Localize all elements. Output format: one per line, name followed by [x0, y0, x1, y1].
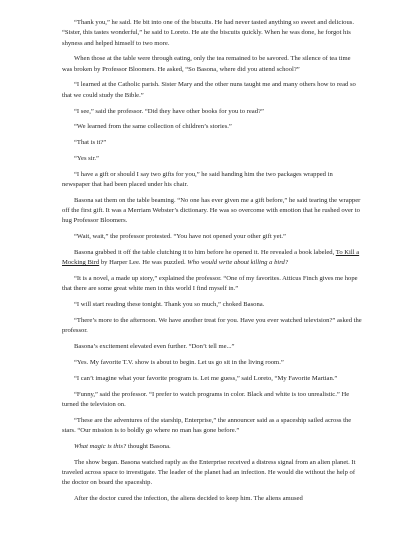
paragraph-text: thought Basona.	[126, 442, 171, 450]
paragraph	[62, 442, 362, 452]
paragraph: “That is it?”	[74, 139, 107, 147]
paragraph-text: Basona grabbed it off the table clutching it to him before he opened it. He revealed a book labeled,	[74, 249, 336, 257]
paragraph: “I will start reading these tonight. Thank you so much,” choked Basona.	[74, 301, 265, 309]
paragraph: When those at the table were through eating, only the tea remained to be savored. The silence of tea time was broken by Professor Bloomers. He asked, “So Basona, where did you attend school?”	[62, 55, 351, 73]
paragraph: “It is a novel, a made up story,” explained the professor. “One of my favorites. Atticus Finch gives me hope that there are some great white men in this world I find myself in.”	[62, 275, 358, 293]
paragraph: Basona sat them on the table beaming. “No one has ever given me a gift before,” he said tearing the wrapper off the first gift. It was a Merriam Webster’s dictionary. He was so overcome with emotion that he rushed over to hug Professor Bloomers.	[62, 196, 361, 225]
paragraph: “I can’t imagine what your favorite program is. Let me guess,” said Loreto, “My Favorite Martian.”	[74, 374, 338, 382]
paragraph: “I have a gift or should I say two gifts for you,” he said handing him the two packages wrapped in newspaper that had been placed under his chair.	[62, 170, 333, 189]
paragraph: “Funny,” said the professor. “I prefer to watch programs in color. Black and white is too unrealistic.” He turned the television on.	[62, 390, 350, 408]
paragraph: “We learned from the same collection of children’s stories.”	[74, 123, 232, 131]
paragraph-text: by Harper Lee. He was puzzled.	[99, 259, 188, 267]
book-title: To Kill a Mocking Bird	[62, 249, 360, 267]
paragraph: “There’s more to the afternoon. We have another treat for you. Have you ever watched television?” asked the professor.	[62, 317, 362, 335]
paragraph: “Yes. My favorite T.V. show is about to begin. Let us go sit in the living room.”	[74, 358, 284, 366]
paragraph: After the doctor cured the infection, the aliens decided to keep him. The aliens amused	[74, 494, 303, 502]
paragraph: The show began. Basona watched raptly as the Enterprise received a distress signal from an alien planet. It traveled across space to investigate. The leader of the planet had an infection. He would die without the help of the doctor on board the spaceship.	[62, 458, 356, 487]
paragraph: Basona’s excitement elevated even further. “Don’t tell me...”	[74, 343, 235, 351]
paragraph: “These are the adventures of the starship, Enterprise,” the announcer said as a spaceship sailed across the stars. “Our mission is to boldly go where no man has gone before.”	[62, 416, 352, 434]
paragraph: “Thank you,” he said. He bit into one of the biscuits. He had never tasted anything so sweet and delicious. “Sister, this tastes wonderful,” he said to Loreto. He ate the biscuits quickly. When he was done, he forgot his shyness and helped himself to two more.	[62, 19, 354, 47]
italic-thought: What magic is this?	[74, 442, 127, 450]
paragraph: “Yes sir.”	[74, 154, 99, 162]
paragraph: “I learned at the Catholic parish. Sister Mary and the other nuns taught me and many others how to read so that we could study the Bible.”	[62, 81, 356, 99]
paragraph: “Wait, wait,” the professor protested. “You have not opened your other gift yet.”	[74, 233, 286, 241]
paragraph	[62, 248, 362, 269]
paragraph: “I see,” said the professor. “Did they have other books for you to read?”	[74, 107, 264, 115]
italic-thought: Who would write about killing a bird?	[187, 259, 289, 267]
